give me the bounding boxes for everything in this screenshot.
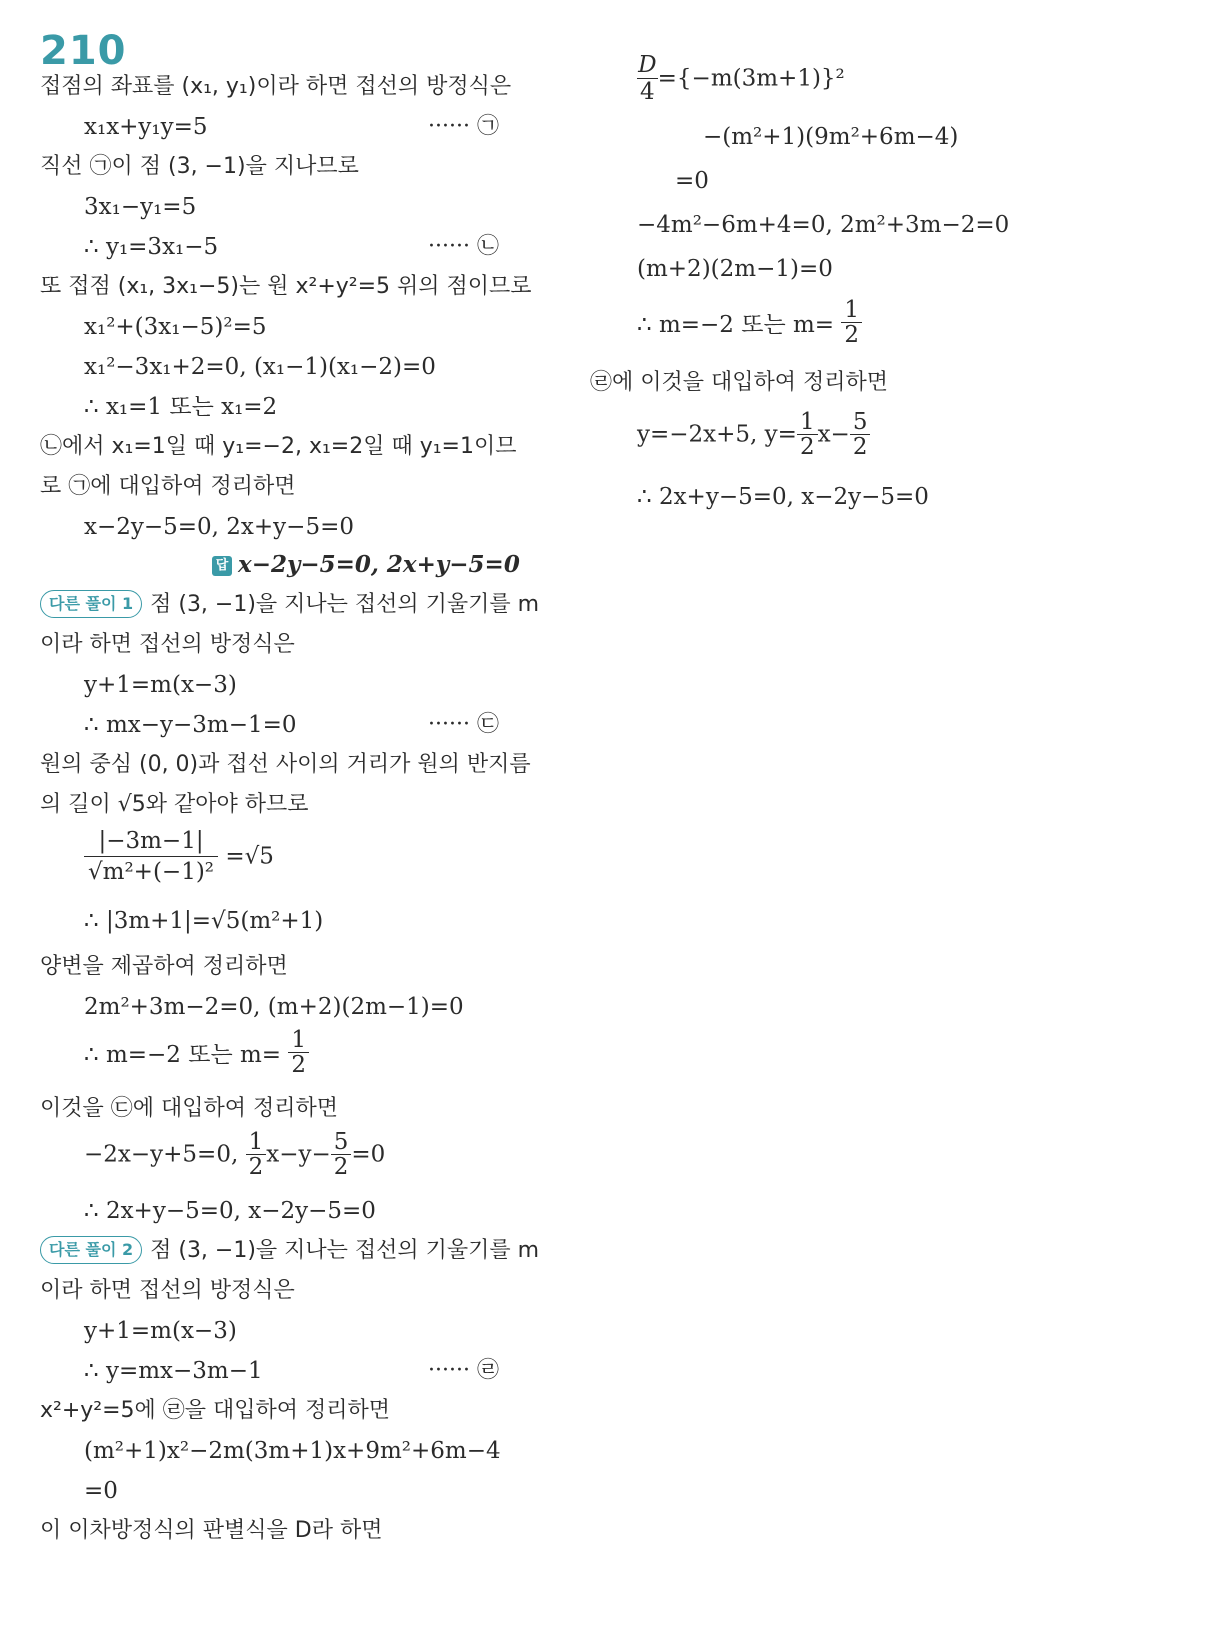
m-solution-right-text: ∴ m=−2 또는 m=	[637, 312, 835, 338]
y-frac-one-den: 2	[797, 434, 818, 459]
left-line: y+1=m(x−3)	[84, 1318, 237, 1344]
y-equations	[637, 410, 870, 459]
left-line: ∴ |3m+1|=√5(m²+1)	[84, 908, 324, 934]
left-line: (m²+1)x²−2m(3m+1)x+9m²+6m−4	[84, 1438, 501, 1464]
left-line: ······ ㉢	[428, 712, 499, 737]
y-equations-mid: x−	[817, 421, 850, 448]
left-line: x₁²+(3x₁−5)²=5	[84, 314, 267, 340]
left-line: 의 길이 √5와 같아야 하므로	[40, 792, 309, 817]
answer-badge: 답	[212, 556, 232, 576]
discriminant-equation	[637, 52, 845, 105]
left-line: x₁²−3x₁+2=0, (x₁−1)(x₁−2)=0	[84, 354, 436, 380]
left-line: 이것을 ㉢에 대입하여 정리하면	[40, 1096, 339, 1121]
left-line: ······ ㉣	[428, 1358, 499, 1383]
frac-one-den: 2	[246, 1154, 267, 1179]
left-line: 3x₁−y₁=5	[84, 194, 197, 220]
left-line: 또 접점 (x₁, 3x₁−5)는 원 x²+y²=5 위의 점이므로	[40, 274, 532, 299]
half-num-right: 1	[844, 297, 860, 323]
distance-denominator: √m²+(−1)²	[84, 856, 218, 887]
y-equations-pre: y=−2x+5, y=	[637, 421, 797, 448]
distance-equation	[84, 826, 274, 887]
discriminant-four: 4	[637, 78, 658, 105]
y-frac-five-num: 5	[852, 409, 868, 435]
distance-numerator: |−3m−1|	[98, 828, 204, 854]
discriminant-d: D	[638, 52, 657, 78]
right-line: (m+2)(2m−1)=0	[637, 256, 833, 282]
frac-one-num: 1	[248, 1129, 264, 1155]
frac-five-num: 5	[333, 1129, 349, 1155]
half-denominator: 2	[288, 1052, 309, 1077]
problem-number: 210	[40, 28, 127, 74]
left-line: ∴ y=mx−3m−1	[84, 1358, 263, 1384]
alt-solution-1	[40, 590, 539, 620]
m-solution-left-text: ∴ m=−2 또는 m=	[84, 1042, 282, 1068]
distance-rhs: =√5	[225, 843, 274, 870]
alt-solution-1-badge: 다른 풀이 1	[40, 590, 142, 618]
left-line: ∴ 2x+y−5=0, x−2y−5=0	[84, 1198, 376, 1224]
discriminant-rhs: ={−m(3m+1)}²	[657, 65, 845, 92]
left-line: 이라 하면 접선의 방정식은	[40, 1278, 295, 1303]
answer-line	[212, 550, 520, 580]
answer-text: x−2y−5=0, 2x+y−5=0	[238, 551, 520, 578]
tangent-lines-mid: x−y−	[266, 1141, 331, 1168]
tangent-lines-pre: −2x−y+5=0,	[84, 1141, 246, 1168]
left-line: ∴ y₁=3x₁−5	[84, 234, 219, 260]
left-line: 이라 하면 접선의 방정식은	[40, 632, 295, 657]
y-frac-five-den: 2	[850, 434, 871, 459]
left-line: 양변을 제곱하여 정리하면	[40, 954, 288, 979]
tangent-lines-equation	[84, 1130, 385, 1179]
alt-solution-2-badge: 다른 풀이 2	[40, 1236, 142, 1264]
left-line: 원의 중심 (0, 0)과 접선 사이의 거리가 원의 반지름	[40, 752, 531, 777]
tangent-lines-post: =0	[351, 1141, 386, 1168]
left-line: ······ ㉡	[428, 234, 499, 259]
half-den-right: 2	[841, 322, 862, 347]
left-line: y+1=m(x−3)	[84, 672, 237, 698]
alt-solution-1-text: 점 (3, −1)을 지나는 접선의 기울기를 m	[150, 592, 540, 617]
right-line: ㉣에 이것을 대입하여 정리하면	[590, 370, 889, 395]
left-line: ∴ x₁=1 또는 x₁=2	[84, 394, 278, 420]
alt-solution-2-text: 점 (3, −1)을 지나는 접선의 기울기를 m	[150, 1238, 540, 1263]
left-line: 2m²+3m−2=0, (m+2)(2m−1)=0	[84, 994, 464, 1020]
left-line: =0	[84, 1478, 118, 1504]
left-line: ······ ㉠	[428, 114, 499, 139]
left-line: 로 ㉠에 대입하여 정리하면	[40, 474, 296, 499]
left-line: ∴ mx−y−3m−1=0	[84, 712, 297, 738]
left-line: 직선 ㉠이 점 (3, −1)을 지나므로	[40, 154, 359, 179]
m-solution-left	[84, 1028, 309, 1077]
right-line: −(m²+1)(9m²+6m−4)	[703, 124, 959, 150]
frac-five-den: 2	[331, 1154, 352, 1179]
m-solution-right	[637, 298, 862, 347]
right-line: −4m²−6m+4=0, 2m²+3m−2=0	[637, 212, 1010, 238]
left-line: 접점의 좌표를 (x₁, y₁)이라 하면 접선의 방정식은	[40, 74, 512, 99]
alt-solution-2	[40, 1236, 539, 1266]
left-line: x²+y²=5에 ㉣을 대입하여 정리하면	[40, 1398, 391, 1423]
left-line: ㉡에서 x₁=1일 때 y₁=−2, x₁=2일 때 y₁=1이므	[40, 434, 517, 459]
left-line: x₁x+y₁y=5	[84, 114, 208, 140]
y-frac-one-num: 1	[799, 409, 815, 435]
right-line: =0	[675, 168, 709, 194]
left-line: 이 이차방정식의 판별식을 D라 하면	[40, 1518, 383, 1543]
right-line: ∴ 2x+y−5=0, x−2y−5=0	[637, 484, 929, 510]
half-numerator: 1	[291, 1027, 307, 1053]
left-line: x−2y−5=0, 2x+y−5=0	[84, 514, 354, 540]
